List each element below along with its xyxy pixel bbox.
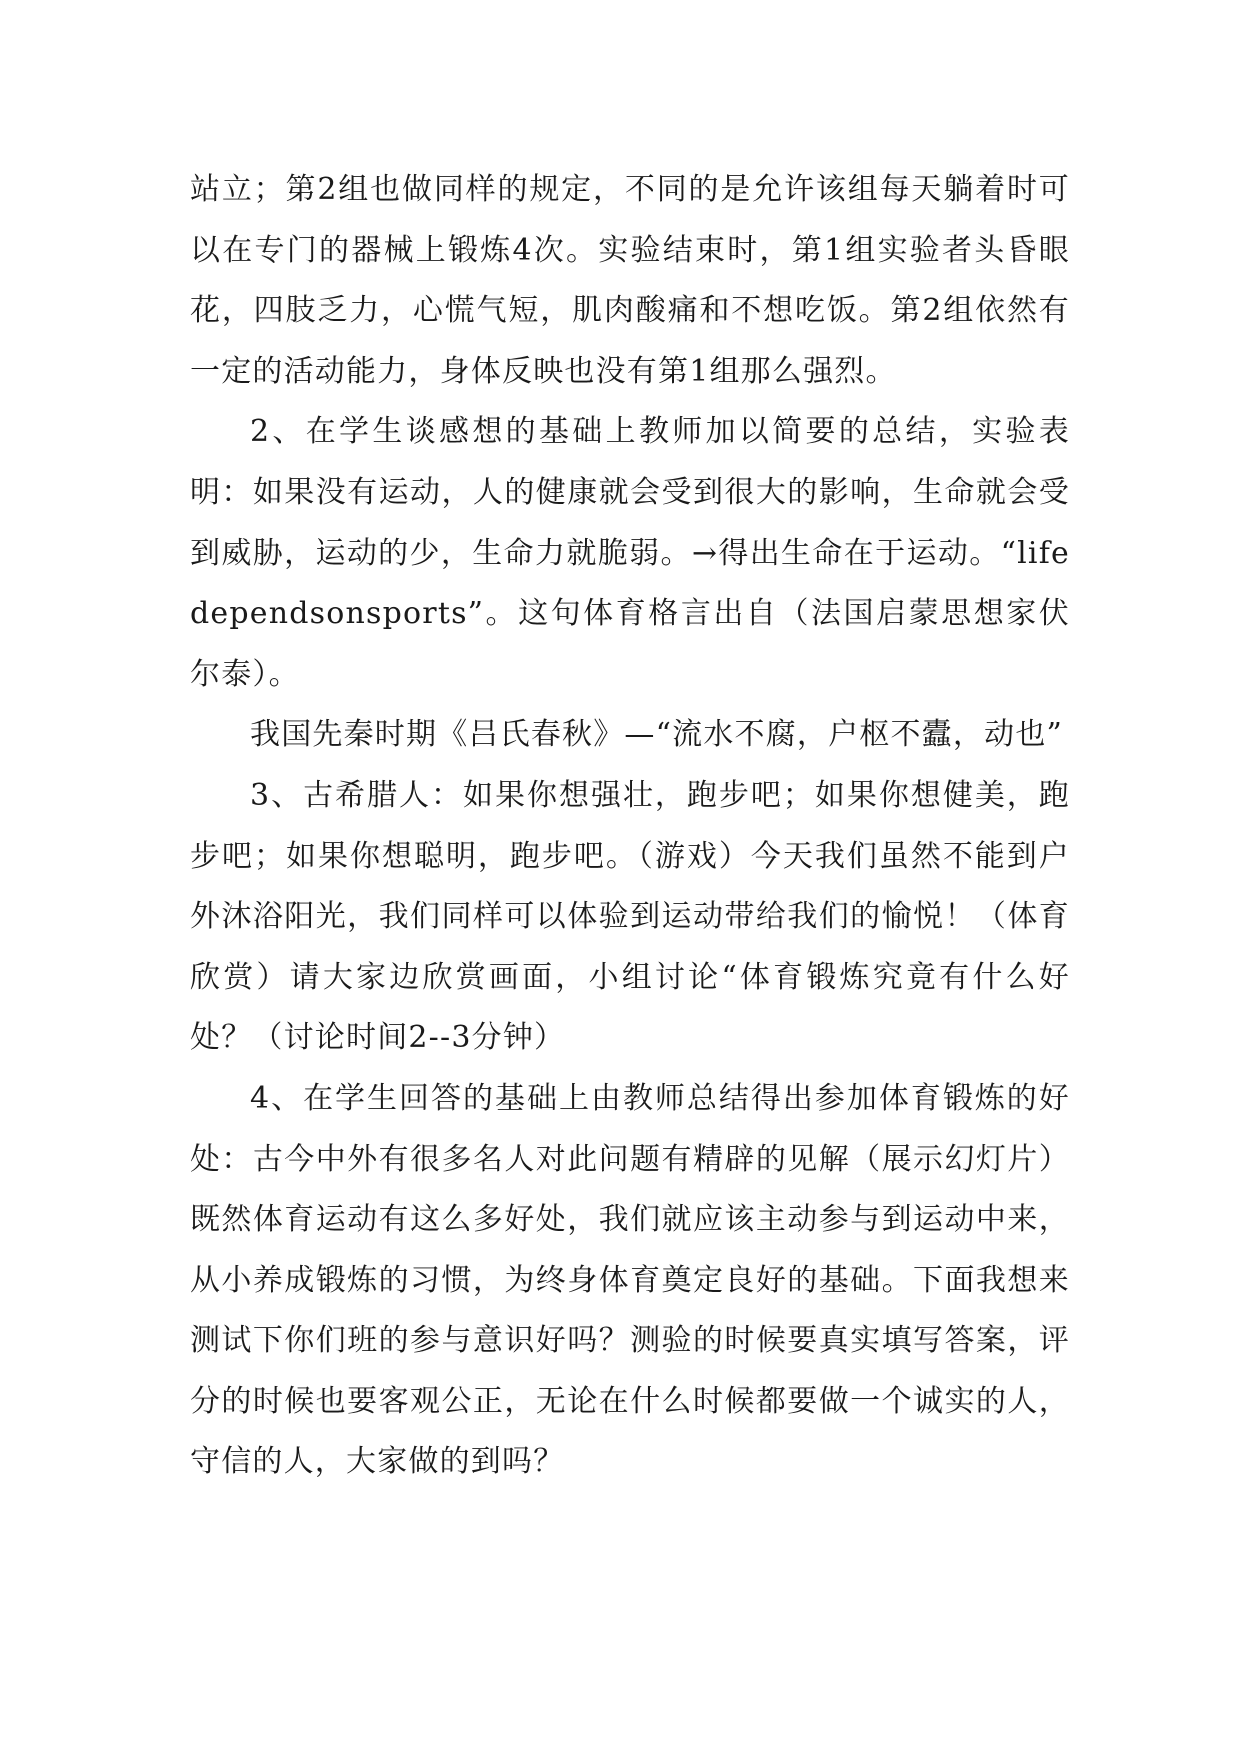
paragraph-3-ancient-greek-running: 3、古希腊人：如果你想强壮，跑步吧；如果你想健美，跑步吧；如果你想聪明，跑步吧。（游戏）今天我们虽然不能到户外沐浴阳光，我们同样可以体验到运动带给我们的愉悦！（体育欣赏）请大家边欣赏画面，小组讨论“体育锻炼究竟有什么好处？（讨论时间2--3分钟）: [190, 777, 1070, 1056]
paragraph-experiment-result: 站立；第2组也做同样的规定，不同的是允许该组每天躺着时可以在专门的器械上锻炼4次。实验结束时，第1组实验者头昏眼花，四肢乏力，心慌气短，肌肉酸痛和不想吃饭。第2组依然有一定的活动能力，身体反映也没有第1组那么强烈。: [190, 172, 1070, 389]
document-body: [190, 160, 1070, 1493]
paragraph-4-benefits-of-exercise: 4、在学生回答的基础上由教师总结得出参加体育锻炼的好处：古今中外有很多名人对此问题有精辟的见解（展示幻灯片）既然体育运动有这么多好处，我们就应该主动参与到运动中来，从小养成锻炼的习惯，为终身体育奠定良好的基础。下面我想来测试下你们班的参与意识好吗？测验的时候要真实填写答案，评分的时候也要客观公正，无论在什么时候都要做一个诚实的人，守信的人，大家做的到吗？: [190, 1080, 1070, 1480]
paragraph-2-life-depends-on-sports: 2、在学生谈感想的基础上教师加以简要的总结，实验表明：如果没有运动，人的健康就会受到很大的影响，生命就会受到威胁，运动的少，生命力就脆弱。→得出生命在于运动。“lifedependsonsports”。这句体育格言出自（法国启蒙思想家伏尔泰）。: [190, 414, 1070, 692]
paragraph-lushi-chunqiu-quote: 我国先秦时期《吕氏春秋》—“流水不腐，户枢不蠹，动也”: [250, 717, 1064, 753]
